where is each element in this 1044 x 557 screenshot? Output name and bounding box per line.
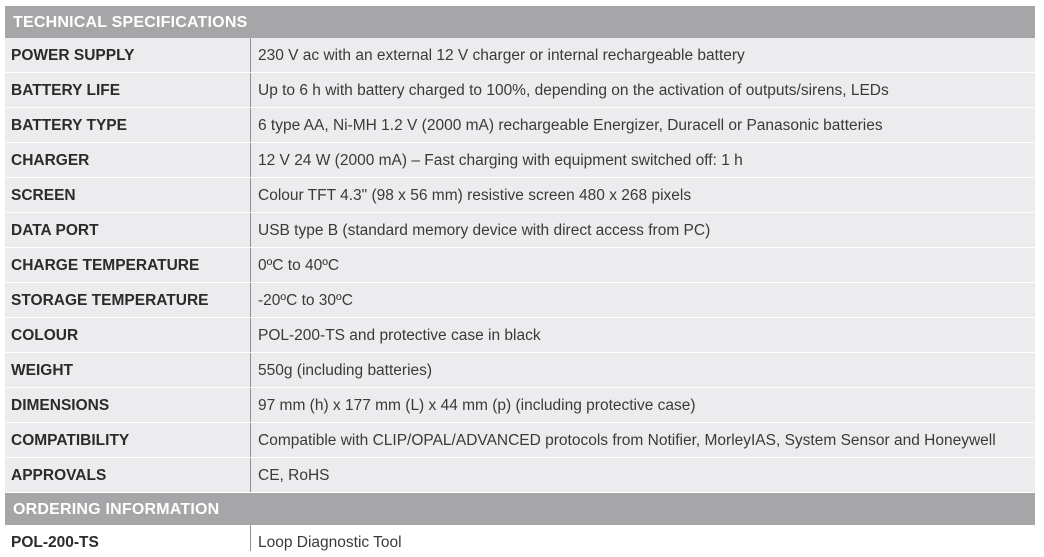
spec-sheet xyxy=(5,6,1035,552)
spec-row-screen xyxy=(5,178,1035,213)
spec-label: WEIGHT xyxy=(5,353,251,387)
spec-value: POL-200-TS and protective case in black xyxy=(258,327,541,344)
spec-label: CHARGE TEMPERATURE xyxy=(5,248,251,282)
spec-label: CHARGER xyxy=(5,143,251,177)
spec-row-power-supply xyxy=(5,38,1035,73)
spec-label: STORAGE TEMPERATURE xyxy=(5,283,251,317)
spec-value: CE, RoHS xyxy=(258,467,330,484)
spec-row-battery-type xyxy=(5,108,1035,143)
spec-label: BATTERY TYPE xyxy=(5,108,251,142)
spec-value: -20ºC to 30ºC xyxy=(258,292,353,309)
ordering-information-header: ORDERING INFORMATION xyxy=(5,493,1035,525)
spec-label: COLOUR xyxy=(5,318,251,352)
spec-row-storage-temperature xyxy=(5,283,1035,318)
technical-specifications-header: TECHNICAL SPECIFICATIONS xyxy=(5,6,1035,38)
spec-value: 6 type AA, Ni-MH 1.2 V (2000 mA) rechargeable Energizer, Duracell or Panasonic batteries xyxy=(258,117,883,134)
spec-value: 12 V 24 W (2000 mA) – Fast charging with equipment switched off: 1 h xyxy=(258,152,743,169)
spec-value: Colour TFT 4.3" (98 x 56 mm) resistive screen 480 x 268 pixels xyxy=(258,187,692,204)
spec-row-dimensions xyxy=(5,388,1035,423)
spec-label: DIMENSIONS xyxy=(5,388,251,422)
spec-label: DATA PORT xyxy=(5,213,251,247)
spec-row-charge-temperature xyxy=(5,248,1035,283)
order-code: POL-200-TS xyxy=(5,525,251,551)
spec-row-weight xyxy=(5,353,1035,388)
spec-value: 0ºC to 40ºC xyxy=(258,257,340,274)
spec-value: Up to 6 h with battery charged to 100%, depending on the activation of outputs/sirens, LEDs xyxy=(258,82,889,99)
spec-value: Compatible with CLIP/OPAL/ADVANCED protocols from Notifier, MorleyIAS, System Sensor and Honeywell xyxy=(258,432,996,449)
spec-row-battery-life xyxy=(5,73,1035,108)
spec-row-charger xyxy=(5,143,1035,178)
spec-label: POWER SUPPLY xyxy=(5,38,251,72)
order-row-pol-200-ts xyxy=(5,525,1035,552)
spec-label: SCREEN xyxy=(5,178,251,212)
order-description: Loop Diagnostic Tool xyxy=(258,534,402,551)
spec-value: 230 V ac with an external 12 V charger or internal rechargeable battery xyxy=(258,47,745,64)
spec-label: BATTERY LIFE xyxy=(5,73,251,107)
spec-value: USB type B (standard memory device with direct access from PC) xyxy=(258,222,711,239)
spec-row-data-port xyxy=(5,213,1035,248)
spec-row-approvals xyxy=(5,458,1035,493)
spec-value: 97 mm (h) x 177 mm (L) x 44 mm (p) (including protective case) xyxy=(258,397,696,414)
spec-row-colour xyxy=(5,318,1035,353)
spec-label: COMPATIBILITY xyxy=(5,423,251,457)
spec-row-compatibility xyxy=(5,423,1035,458)
spec-label: APPROVALS xyxy=(5,458,251,492)
spec-value: 550g (including batteries) xyxy=(258,362,433,379)
